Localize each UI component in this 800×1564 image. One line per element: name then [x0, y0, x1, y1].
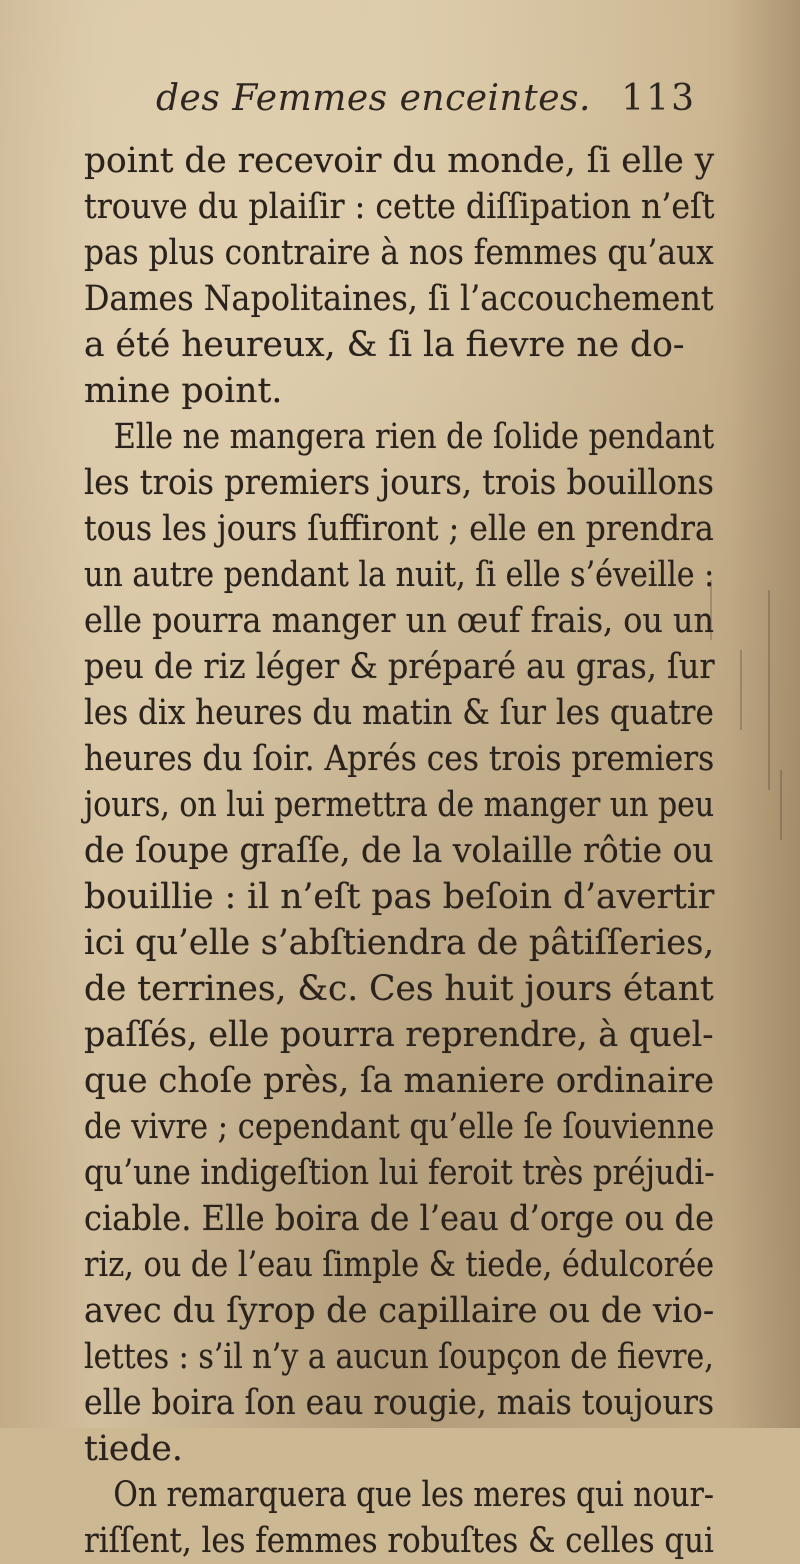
- text-line: de vivre ; cependant qu’elle ſe ſouvienne: [84, 1107, 715, 1147]
- text-line: ciable. Elle boira de l’eau d’orge ou de: [84, 1199, 715, 1239]
- text-line: un autre pendant la nuit, ſi elle s’éveille :: [84, 555, 715, 595]
- text-line: avec du ſyrop de capillaire ou de vio-: [84, 1291, 715, 1331]
- text-line: point de recevoir du monde, ſi elle y: [84, 141, 715, 181]
- page-header: [156, 78, 696, 128]
- text-line: heures du ſoir. Aprés ces trois premiers: [84, 739, 715, 779]
- body-text: [84, 138, 714, 1564]
- text-line: Elle ne mangera rien de ſolide pendant: [113, 417, 715, 457]
- running-title: des Femmes enceintes.: [156, 78, 591, 119]
- text-line: elle pourra manger un œuf frais, ou un: [84, 601, 714, 641]
- text-line: que choſe près, ſa maniere ordinaire: [84, 1061, 715, 1101]
- page-number: 113: [621, 78, 696, 119]
- text-line: elle boira ſon eau rougie, mais toujours: [84, 1383, 715, 1423]
- text-line: bouillie : il n’eſt pas beſoin d’avertir: [84, 877, 715, 917]
- text-line: qu’une indigeſtion lui feroit très préjudi-: [84, 1153, 715, 1193]
- text-line: pas plus contraire à nos femmes qu’aux: [84, 233, 714, 273]
- text-line: riſſent, les femmes robuſtes & celles qui: [84, 1521, 714, 1561]
- text-line: riz, ou de l’eau ſimple & tiede, édulcorée: [84, 1245, 715, 1285]
- text-line: tiede.: [84, 1429, 183, 1469]
- text-line: lettes : s’il n’y a aucun ſoupçon de fievre,: [84, 1337, 714, 1377]
- text-line: mine point.: [84, 371, 283, 411]
- text-line: de ſoupe graſſe, de la volaille rôtie ou: [84, 831, 714, 871]
- text-line: les trois premiers jours, trois bouillons: [84, 463, 714, 503]
- text-line: jours, on lui permettra de manger un peu: [84, 785, 715, 825]
- text-line: Dames Napolitaines, ſi l’accouchement: [84, 279, 714, 319]
- text-line: les dix heures du matin & ſur les quatre: [84, 693, 714, 733]
- text-line: tous les jours ſuffiront ; elle en prendra: [84, 509, 714, 549]
- text-line: peu de riz léger & préparé au gras, ſur: [84, 647, 715, 687]
- text-line: de terrines, &c. Ces huit jours étant: [84, 969, 714, 1009]
- text-line: ici qu’elle s’abſtiendra de pâtiſſeries,: [84, 923, 715, 963]
- text-line: trouve du plaiſir : cette diſſipation n’eſt: [84, 187, 715, 227]
- text-line: On remarquera que les meres qui nour-: [113, 1475, 714, 1515]
- text-line: paſſés, elle pourra reprendre, à quel-: [84, 1015, 714, 1055]
- text-line: a été heureux, & ſi la fievre ne do-: [84, 325, 685, 365]
